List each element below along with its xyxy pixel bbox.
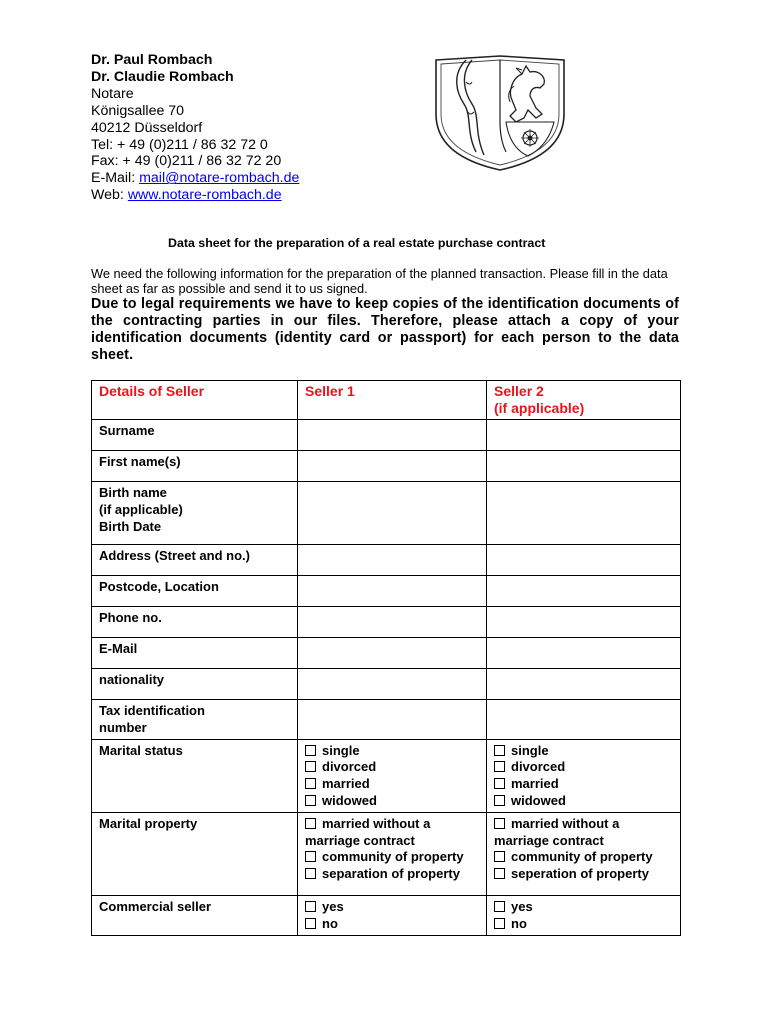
table-row [92, 812, 681, 895]
table-row [92, 700, 681, 740]
seller-2-first-names-field[interactable] [487, 451, 681, 482]
web-link[interactable]: www.notare-rombach.de [127, 187, 282, 204]
seller-1-first-names-field[interactable] [298, 451, 487, 482]
label-address: Address (Street and no.) [92, 545, 298, 576]
seller-2-nationality-field[interactable] [487, 669, 681, 700]
seller-1-birth-field[interactable] [298, 482, 487, 545]
seller-2-yes-option[interactable]: yes [494, 899, 673, 916]
header-seller-1: Seller 1 [298, 381, 487, 420]
seller-2-divorced-option[interactable]: divorced [494, 759, 673, 776]
table-row [92, 482, 681, 545]
seller-2-tax-id-field[interactable] [487, 700, 681, 740]
seller-1-commercial-options [298, 895, 487, 935]
phone-number: Tel: + 49 (0)211 / 86 32 72 0 [91, 136, 268, 153]
address-street: Königsallee 70 [91, 102, 185, 119]
checkbox-icon[interactable] [494, 901, 505, 912]
label-first-names: First name(s) [92, 451, 298, 482]
table-row [92, 545, 681, 576]
checkbox-icon[interactable] [305, 745, 316, 756]
checkbox-icon[interactable] [305, 851, 316, 862]
seller-1-tax-id-field[interactable] [298, 700, 487, 740]
checkbox-icon[interactable] [305, 795, 316, 806]
seller-2-single-option[interactable]: single [494, 743, 673, 760]
coat-of-arms-icon [430, 52, 570, 172]
notary-role: Notare [91, 85, 134, 102]
seller-1-community-option[interactable]: community of property [305, 849, 479, 866]
checkbox-icon[interactable] [494, 761, 505, 772]
label-commercial-seller: Commercial seller [92, 895, 298, 935]
label-birth-name: Birth name [99, 485, 167, 500]
table-row [92, 451, 681, 482]
seller-2-widowed-option[interactable]: widowed [494, 793, 673, 810]
checkbox-icon[interactable] [494, 778, 505, 789]
label-phone: Phone no. [92, 607, 298, 638]
checkbox-icon[interactable] [494, 918, 505, 929]
seller-2-address-field[interactable] [487, 545, 681, 576]
email-line [91, 170, 299, 187]
checkbox-icon[interactable] [494, 851, 505, 862]
table-row [92, 739, 681, 812]
seller-1-phone-field[interactable] [298, 607, 487, 638]
web-label: Web: [91, 187, 128, 204]
table-row [92, 895, 681, 935]
notary-name-1: Dr. Paul Rombach [91, 52, 213, 68]
label-nationality: nationality [92, 669, 298, 700]
legal-notice: Due to legal requirements we have to keep copies of the identification documents of the contracting parties in our files. Therefore, please attach a copy of your identification documents (identity card or passport) for each person to the data sheet. [91, 296, 679, 363]
label-surname: Surname [92, 420, 298, 451]
email-link[interactable]: mail@notare-rombach.de [139, 170, 300, 187]
seller-1-no-option[interactable]: no [305, 916, 479, 933]
seller-2-community-option[interactable]: community of property [494, 849, 673, 866]
checkbox-icon[interactable] [494, 745, 505, 756]
seller-1-separation-option[interactable]: separation of property [305, 866, 479, 883]
header-seller-2-title: Seller 2 [494, 383, 544, 399]
seller-1-address-field[interactable] [298, 545, 487, 576]
seller-2-property-options [487, 812, 681, 895]
header-details-of-seller: Details of Seller [92, 381, 298, 420]
address-city: 40212 Düsseldorf [91, 119, 203, 136]
checkbox-icon[interactable] [494, 795, 505, 806]
checkbox-icon[interactable] [305, 901, 316, 912]
seller-1-divorced-option[interactable]: divorced [305, 759, 479, 776]
seller-1-single-option[interactable]: single [305, 743, 479, 760]
seller-1-married-option[interactable]: married [305, 776, 479, 793]
seller-1-surname-field[interactable] [298, 420, 487, 451]
table-row [92, 607, 681, 638]
web-line [91, 187, 299, 204]
seller-2-postcode-field[interactable] [487, 576, 681, 607]
seller-2-no-option[interactable]: no [494, 916, 673, 933]
seller-2-separation-option[interactable]: seperation of property [494, 866, 673, 883]
email-label: E-Mail: [91, 170, 140, 187]
checkbox-icon[interactable] [305, 918, 316, 929]
seller-1-no-contract-option[interactable]: married without a marriage contract [305, 815, 431, 848]
seller-2-marital-options [487, 739, 681, 812]
seller-1-marital-options [298, 739, 487, 812]
seller-1-nationality-field[interactable] [298, 669, 487, 700]
seller-1-postcode-field[interactable] [298, 576, 487, 607]
checkbox-icon[interactable] [305, 778, 316, 789]
seller-1-email-field[interactable] [298, 638, 487, 669]
checkbox-icon[interactable] [494, 868, 505, 879]
notary-name-2: Dr. Claudie Rombach [91, 68, 234, 85]
seller-1-property-options [298, 812, 487, 895]
intro-paragraph: We need the following information for the preparation of the planned transaction. Please fill in the data sheet as far as possible and send it to us signed. [91, 266, 668, 296]
seller-2-married-option[interactable]: married [494, 776, 673, 793]
table-row [92, 638, 681, 669]
label-birth [92, 482, 298, 545]
header-seller-2-note: (if applicable) [494, 400, 585, 416]
table-row [92, 420, 681, 451]
seller-2-phone-field[interactable] [487, 607, 681, 638]
label-tax-id-line-1: Tax identification [99, 703, 205, 718]
seller-details-table [91, 380, 681, 936]
checkbox-icon[interactable] [305, 761, 316, 772]
table-row [92, 576, 681, 607]
label-email: E-Mail [92, 638, 298, 669]
header-seller-2 [487, 381, 681, 420]
seller-1-widowed-option[interactable]: widowed [305, 793, 479, 810]
label-birth-date: Birth Date [99, 518, 162, 534]
checkbox-icon[interactable] [305, 868, 316, 879]
seller-2-birth-field[interactable] [487, 482, 681, 545]
letterhead [91, 52, 299, 204]
label-marital-status: Marital status [92, 739, 298, 812]
label-postcode: Postcode, Location [92, 576, 298, 607]
seller-2-email-field[interactable] [487, 638, 681, 669]
seller-1-yes-option[interactable]: yes [305, 899, 479, 916]
fax-number: Fax: + 49 (0)211 / 86 32 72 20 [91, 153, 282, 170]
seller-2-commercial-options [487, 895, 681, 935]
label-birth-name-note: (if applicable) [99, 501, 183, 517]
checkbox-icon[interactable] [305, 818, 316, 829]
table-header-row [92, 381, 681, 420]
label-tax-id-line-2: number [99, 719, 147, 735]
label-marital-property: Marital property [92, 812, 298, 895]
checkbox-icon[interactable] [494, 818, 505, 829]
seller-2-no-contract-option[interactable]: married without a marriage contract [494, 815, 620, 848]
table-row [92, 669, 681, 700]
seller-2-surname-field[interactable] [487, 420, 681, 451]
document-title: Data sheet for the preparation of a real estate purchase contract [168, 236, 546, 250]
label-tax-id [92, 700, 298, 740]
